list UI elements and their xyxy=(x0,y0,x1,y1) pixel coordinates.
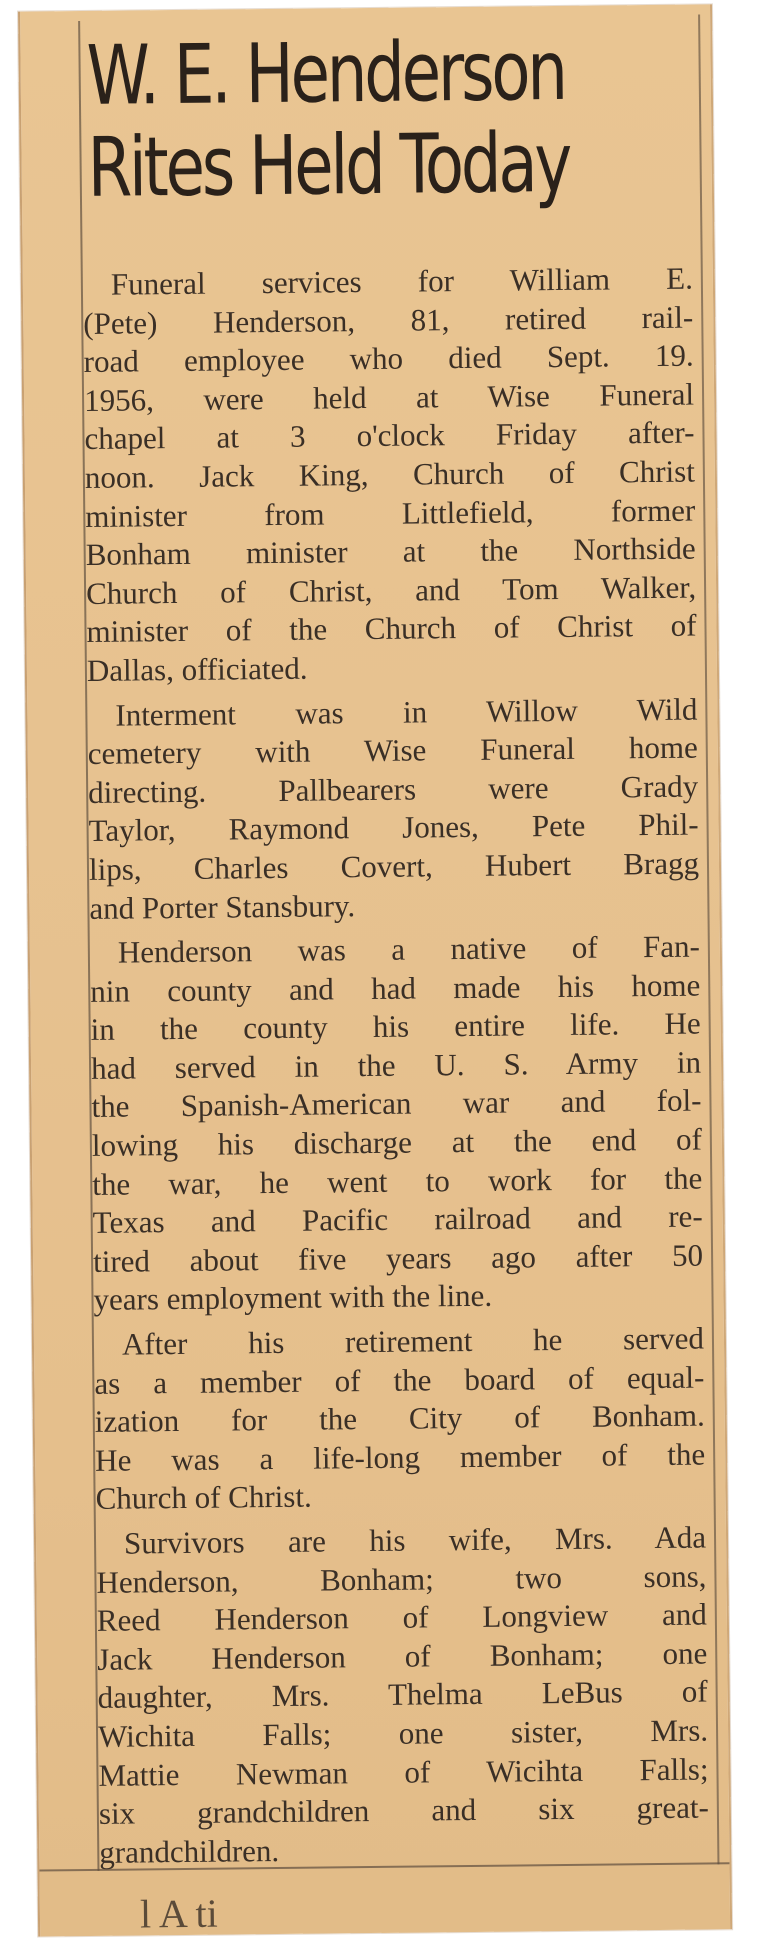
article-paragraph xyxy=(87,690,699,928)
article-line: Church of Christ. xyxy=(95,1479,312,1517)
article-line: nin county and had made his home xyxy=(90,967,701,1009)
article-line: cemetery with Wise Funeral home xyxy=(87,729,698,772)
article-line: the war, he went to work for the xyxy=(92,1160,703,1202)
article-line: road employee who died Sept. 19. xyxy=(83,337,694,380)
article-line: tired about five years ago after 50 xyxy=(92,1237,704,1279)
article-line: Dallas, officiated. xyxy=(86,650,308,688)
article-line: grandchildren. xyxy=(99,1832,280,1870)
headline xyxy=(86,23,570,216)
article-line: directing. Pallbearers were Grady xyxy=(88,768,699,810)
headline-line-1: W. E. Henderson xyxy=(86,23,566,124)
article-line: Wichita Falls; one sister, Mrs. xyxy=(97,1712,709,1754)
article-line: in the county his entire life. He xyxy=(90,1005,701,1048)
article-line: lowing his discharge at the end of xyxy=(91,1121,703,1163)
article-line: Bonham minister at the Northside xyxy=(85,530,696,573)
article-line: Reed Henderson of Longview and xyxy=(96,1596,708,1639)
article-line: Henderson, Bonham; two sons, xyxy=(96,1558,707,1600)
article-line: Survivors are his wife, Mrs. Ada xyxy=(123,1519,707,1561)
article-line: Church of Christ, and Tom Walker, xyxy=(85,569,697,611)
article-paragraph xyxy=(96,1519,710,1873)
article-line: After his retirement he served xyxy=(121,1320,705,1362)
article-paragraph xyxy=(94,1320,706,1519)
article-line: Henderson was a native of Fan- xyxy=(117,928,701,970)
article-line: Mattie Newman of Wicihta Falls; xyxy=(98,1751,709,1793)
article-paragraph xyxy=(90,928,704,1320)
newspaper-clipping xyxy=(18,4,732,1936)
article-line: Jack Henderson of Bonham; one xyxy=(97,1635,708,1677)
article-line: the Spanish-American war and fol- xyxy=(91,1083,702,1125)
article-line: minister of the Church of Christ of xyxy=(86,607,697,650)
article-line: Taylor, Raymond Jones, Pete Phil- xyxy=(88,806,699,849)
article-line: noon. Jack King, Church of Christ xyxy=(84,453,696,495)
article-line: Funeral services for William E. xyxy=(110,260,694,302)
article-line: (Pete) Henderson, 81, retired rail- xyxy=(83,299,694,341)
article-line: 1956, were held at Wise Funeral xyxy=(83,376,695,418)
article-line: Interment was in Willow Wild xyxy=(115,691,698,733)
headline-line-2: Rites Held Today xyxy=(87,115,570,216)
article-paragraph xyxy=(83,260,697,691)
article-line: chapel at 3 o'clock Friday after- xyxy=(84,414,695,457)
article-line: ization for the City of Bonham. xyxy=(94,1397,705,1440)
article-line: had served in the U. S. Army in xyxy=(90,1044,702,1086)
article-line: years employment with the line. xyxy=(93,1278,493,1318)
article-line: six grandchildren and six great- xyxy=(98,1789,710,1832)
article-line: daughter, Mrs. Thelma LeBus of xyxy=(97,1673,708,1716)
article-line: lips, Charles Covert, Hubert Bragg xyxy=(88,845,700,887)
article-line: Texas and Pacific railroad and re- xyxy=(92,1198,703,1241)
article-line: minister from Littlefield, former xyxy=(85,492,696,534)
next-headline-fragment: l A ti xyxy=(139,1890,218,1937)
article-body xyxy=(83,260,710,1873)
article-line: and Porter Stansbury. xyxy=(89,887,356,926)
article-line: He was a life-long member of the xyxy=(95,1436,706,1478)
article-line: as a member of the board of equal- xyxy=(94,1359,705,1401)
